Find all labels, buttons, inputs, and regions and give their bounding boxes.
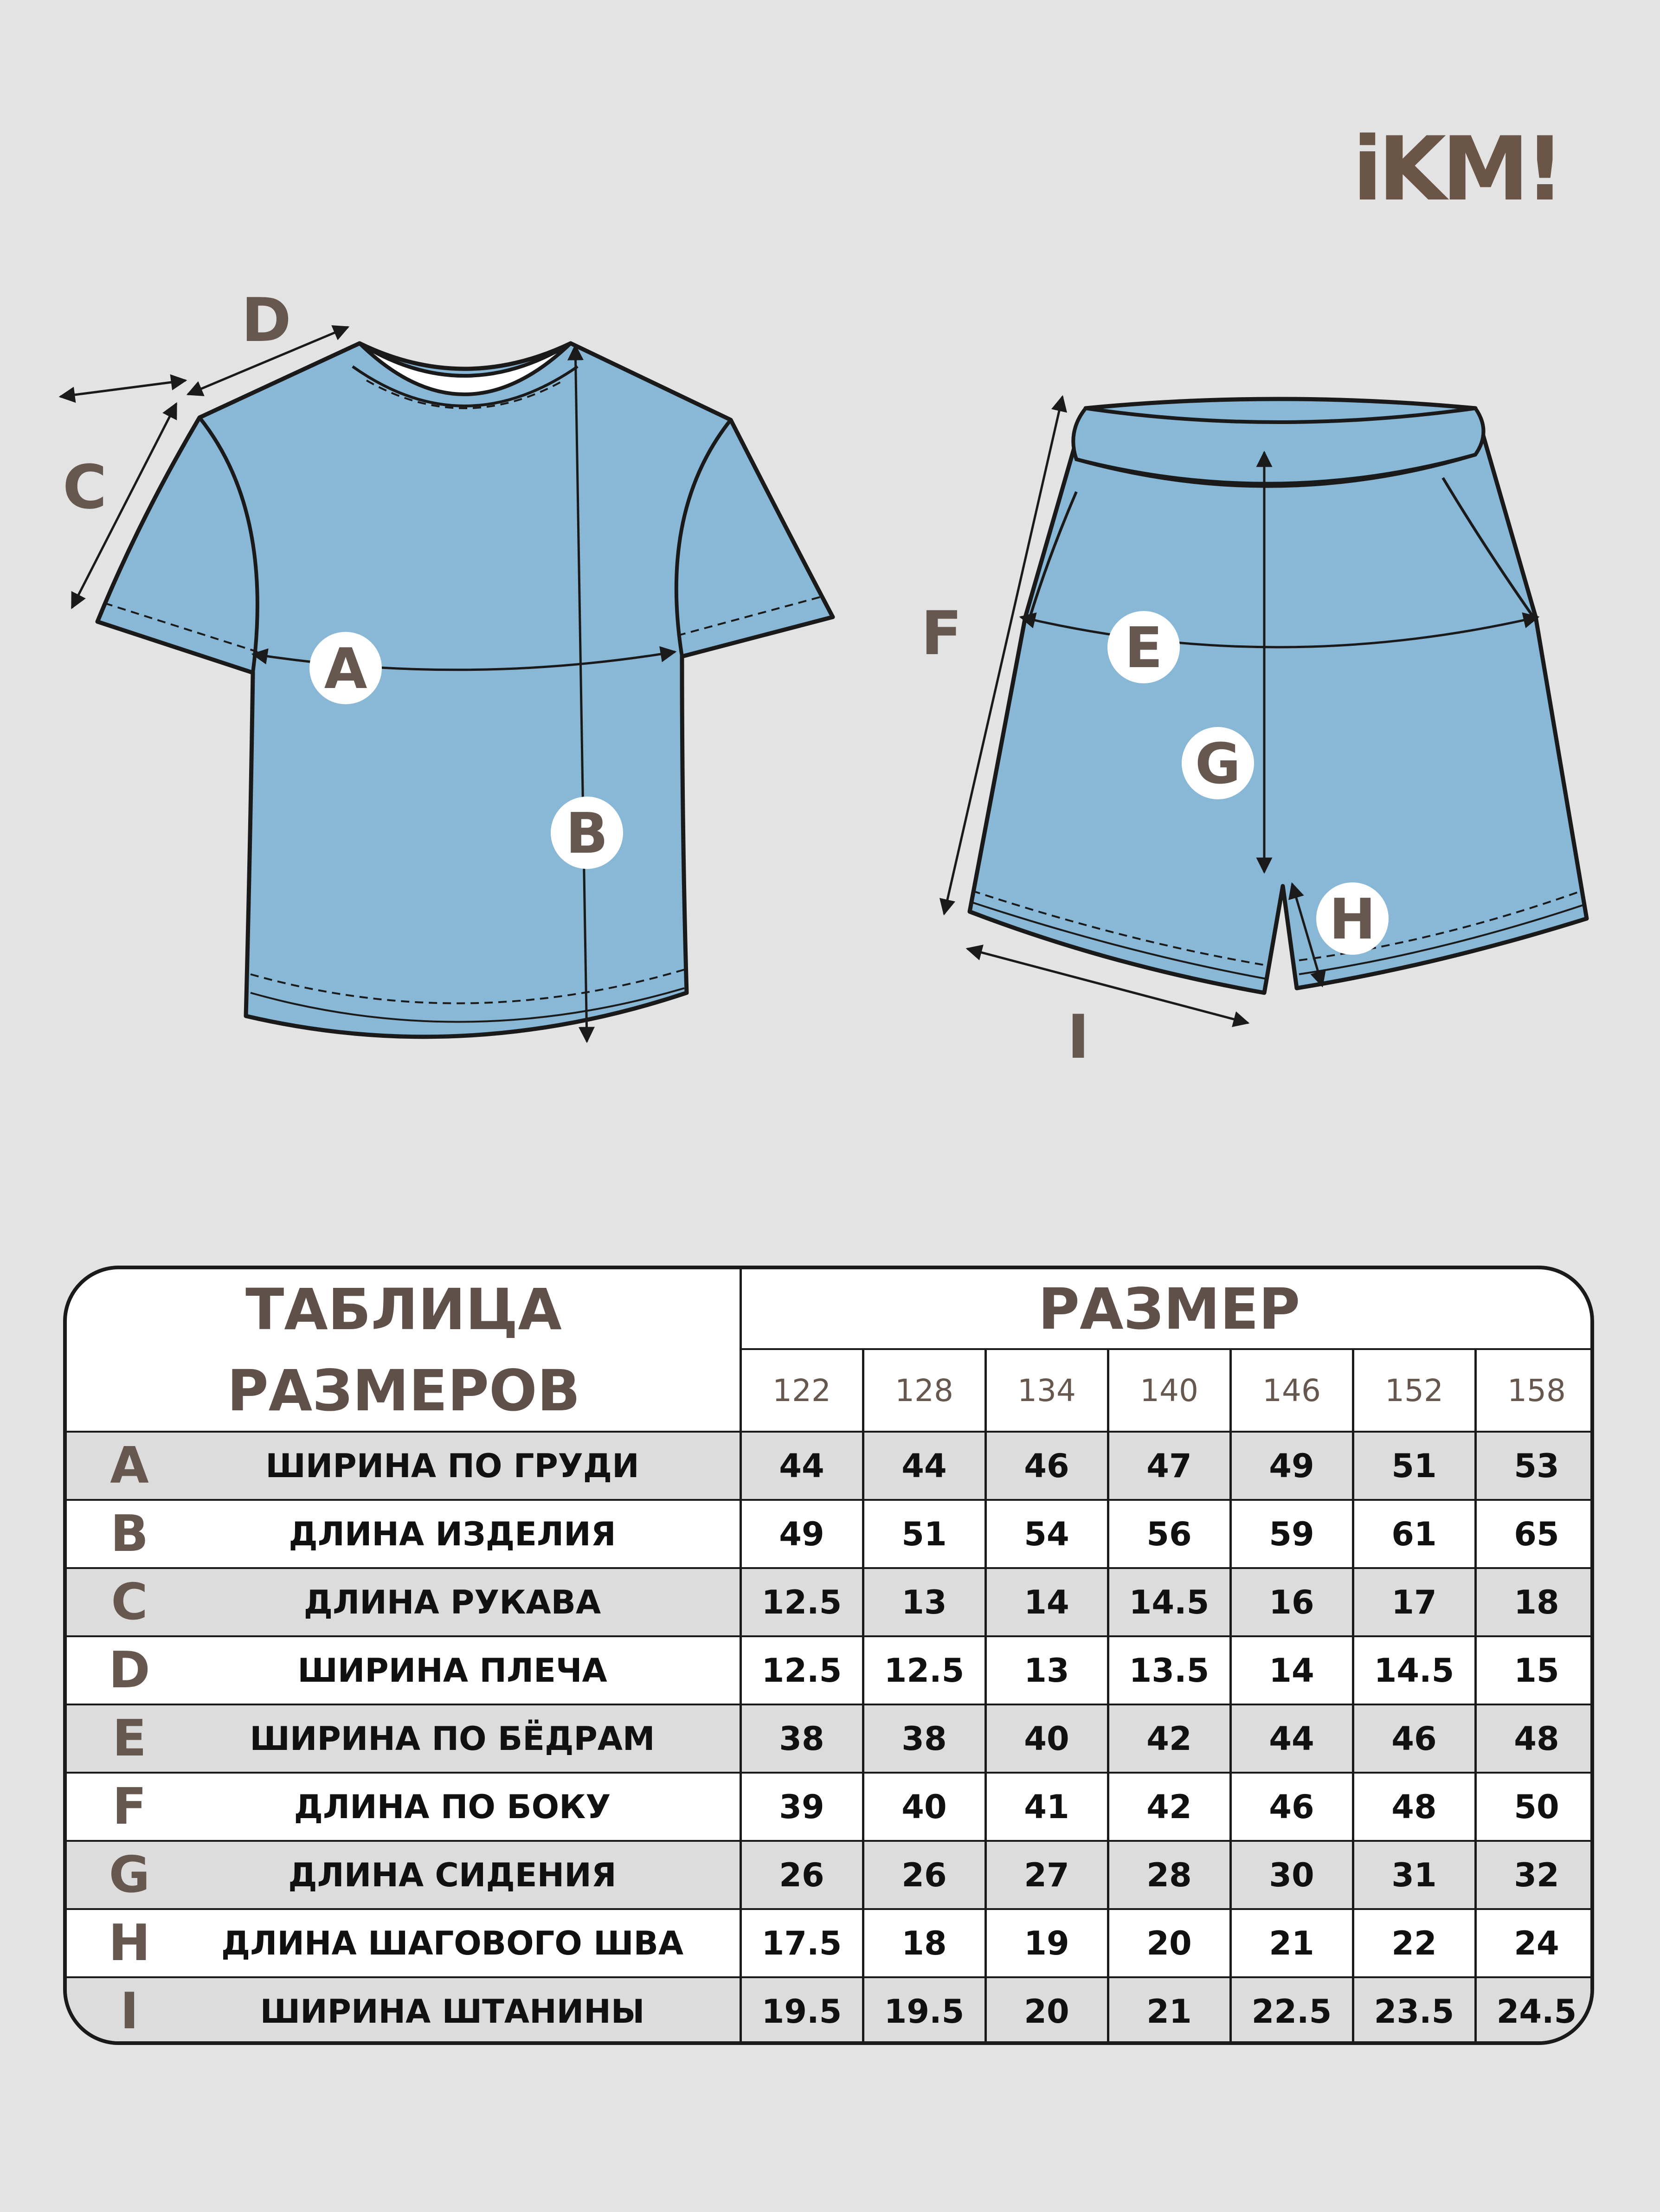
table-cell: 40: [1024, 1719, 1069, 1758]
row-code: I: [120, 1982, 139, 2040]
table-cell: 42: [1146, 1788, 1192, 1826]
grid-line: [740, 1269, 742, 2045]
label-i: I: [1067, 1002, 1090, 1072]
badge-g: [1182, 727, 1254, 799]
table-cell: 30: [1269, 1856, 1314, 1894]
table-cell: 59: [1269, 1515, 1314, 1553]
grid-line: [67, 1499, 1594, 1501]
table-cell: 22: [1391, 1924, 1437, 1962]
grid-line: [984, 1349, 987, 2045]
table-cell: 46: [1269, 1788, 1314, 1826]
badge-a: [309, 632, 382, 704]
table-cell: 13: [901, 1583, 947, 1621]
table-cell: 51: [901, 1515, 947, 1553]
grid-line: [67, 1976, 1594, 1978]
row-label: ШИРИНА ШТАНИНЫ: [260, 1992, 645, 2031]
table-cell: 39: [779, 1788, 824, 1826]
table-cell: 31: [1391, 1856, 1437, 1894]
table-cell: 56: [1146, 1515, 1192, 1553]
table-cell: 19.5: [884, 1992, 965, 2031]
row-label: ДЛИНА ИЗДЕЛИЯ: [289, 1515, 616, 1553]
table-cell: 17: [1391, 1583, 1437, 1621]
grid-line: [67, 1635, 1594, 1637]
grid-line: [67, 1431, 1594, 1433]
size-header-134: 134: [1017, 1372, 1076, 1408]
table-cell: 46: [1024, 1447, 1069, 1485]
table-title: [67, 1269, 740, 1432]
table-cell: 16: [1269, 1583, 1314, 1621]
row-code: G: [109, 1846, 150, 1904]
row-code: D: [109, 1641, 150, 1699]
label-c: C: [63, 452, 107, 522]
badge-b: [551, 797, 623, 869]
table-cell: 21: [1269, 1924, 1314, 1962]
table-cell: 40: [901, 1788, 947, 1826]
row-code: F: [112, 1778, 147, 1836]
label-f: F: [921, 598, 962, 669]
row-code: C: [111, 1573, 148, 1631]
table-cell: 61: [1391, 1515, 1437, 1553]
grid-line: [1107, 1349, 1109, 2045]
table-cell: 46: [1391, 1719, 1437, 1758]
table-cell: 47: [1146, 1447, 1192, 1485]
table-cell: 49: [1269, 1447, 1314, 1485]
label-g: G: [1195, 732, 1241, 797]
table-cell: 38: [901, 1719, 947, 1758]
row-code: E: [112, 1710, 147, 1768]
grid-line: [1474, 1349, 1477, 2045]
grid-line: [67, 1840, 1594, 1842]
table-cell: 14.5: [1374, 1651, 1454, 1690]
grid-line: [740, 1348, 1594, 1350]
row-label: ДЛИНА ПО БОКУ: [294, 1788, 611, 1826]
label-a: A: [324, 637, 367, 701]
label-d: D: [241, 285, 291, 355]
row-label: ШИРИНА ПЛЕЧА: [297, 1651, 607, 1690]
table-cell: 48: [1391, 1788, 1437, 1826]
table-cell: 15: [1514, 1651, 1559, 1690]
size-header-128: 128: [895, 1372, 953, 1408]
grid-line: [862, 1349, 864, 2045]
table-title-line2: РАЗМЕРОВ: [227, 1358, 580, 1424]
grid-line: [1352, 1349, 1354, 2045]
table-cell: 32: [1514, 1856, 1559, 1894]
table-cell: 12.5: [761, 1651, 842, 1690]
brand-logo: iKM!: [1352, 118, 1561, 220]
table-cell: 14.5: [1129, 1583, 1210, 1621]
table-cell: 19.5: [761, 1992, 842, 2031]
table-cell: 65: [1514, 1515, 1559, 1553]
row-label: ШИРИНА ПО БЁДРАМ: [250, 1719, 655, 1758]
table-cell: 44: [901, 1447, 947, 1485]
table-cell: 19: [1024, 1924, 1069, 1962]
shorts-drawing: [944, 397, 1587, 1023]
table-cell: 28: [1146, 1856, 1192, 1894]
table-cell: 18: [1514, 1583, 1559, 1621]
table-row: [67, 1432, 1594, 1500]
label-b: B: [566, 802, 608, 866]
table-cell: 12.5: [884, 1651, 965, 1690]
tshirt-drawing: [60, 327, 833, 1042]
row-label: ДЛИНА СИДЕНИЯ: [288, 1856, 617, 1894]
size-header-122: 122: [772, 1372, 831, 1408]
table-cell: 23.5: [1374, 1992, 1454, 2031]
table-row: [67, 1909, 1594, 1977]
table-cell: 51: [1391, 1447, 1437, 1485]
table-row: [67, 1841, 1594, 1909]
table-cell: 24: [1514, 1924, 1559, 1962]
row-code: B: [110, 1505, 149, 1563]
row-label: ШИРИНА ПО ГРУДИ: [265, 1447, 639, 1485]
table-cell: 49: [779, 1515, 824, 1553]
table-cell: 13.5: [1129, 1651, 1210, 1690]
row-code: H: [108, 1914, 151, 1972]
table-cell: 20: [1146, 1924, 1192, 1962]
table-cell: 38: [779, 1719, 824, 1758]
table-cell: 54: [1024, 1515, 1069, 1553]
row-label: ДЛИНА ШАГОВОГО ШВА: [221, 1924, 684, 1962]
label-h: H: [1329, 887, 1376, 952]
table-cell: 27: [1024, 1856, 1069, 1894]
table-title-line1: ТАБЛИЦА: [245, 1277, 562, 1343]
size-header-140: 140: [1140, 1372, 1198, 1408]
size-header-title: РАЗМЕР: [1038, 1276, 1300, 1342]
row-code: A: [110, 1437, 149, 1495]
grid-line: [67, 1772, 1594, 1774]
table-cell: 13: [1024, 1651, 1069, 1690]
table-cell: 26: [779, 1856, 824, 1894]
row-label: ДЛИНА РУКАВА: [303, 1583, 601, 1621]
table-cell: 42: [1146, 1719, 1192, 1758]
table-cell: 17.5: [761, 1924, 842, 1962]
table-row: [67, 1773, 1594, 1841]
table-cell: 41: [1024, 1788, 1069, 1826]
table-cell: 44: [779, 1447, 824, 1485]
badge-e: [1107, 611, 1180, 683]
table-cell: 21: [1146, 1992, 1192, 2031]
size-header-152: 152: [1385, 1372, 1443, 1408]
table-cell: 53: [1514, 1447, 1559, 1485]
grid-line: [67, 1908, 1594, 1910]
label-e: E: [1125, 616, 1163, 681]
grid-line: [67, 1567, 1594, 1569]
table-cell: 20: [1024, 1992, 1069, 2031]
size-header-146: 146: [1262, 1372, 1321, 1408]
table-cell: 50: [1514, 1788, 1559, 1826]
table-cell: 26: [901, 1856, 947, 1894]
table-row: [67, 1636, 1594, 1704]
table-cell: 12.5: [761, 1583, 842, 1621]
table-cell: 22.5: [1251, 1992, 1332, 2031]
table-cell: 14: [1269, 1651, 1314, 1690]
table-cell: 18: [901, 1924, 947, 1962]
size-table: [63, 1266, 1594, 2045]
table-cell: 24.5: [1496, 1992, 1577, 2031]
table-cell: 48: [1514, 1719, 1559, 1758]
size-header-158: 158: [1507, 1372, 1566, 1408]
table-row: [67, 1568, 1594, 1636]
table-row: [67, 1500, 1594, 1568]
table-row: [67, 1704, 1594, 1773]
table-cell: 14: [1024, 1583, 1069, 1621]
table-cell: 44: [1269, 1719, 1314, 1758]
table-row: [67, 1977, 1594, 2045]
badge-h: [1316, 882, 1389, 955]
grid-line: [1229, 1349, 1232, 2045]
grid-line: [67, 1704, 1594, 1705]
